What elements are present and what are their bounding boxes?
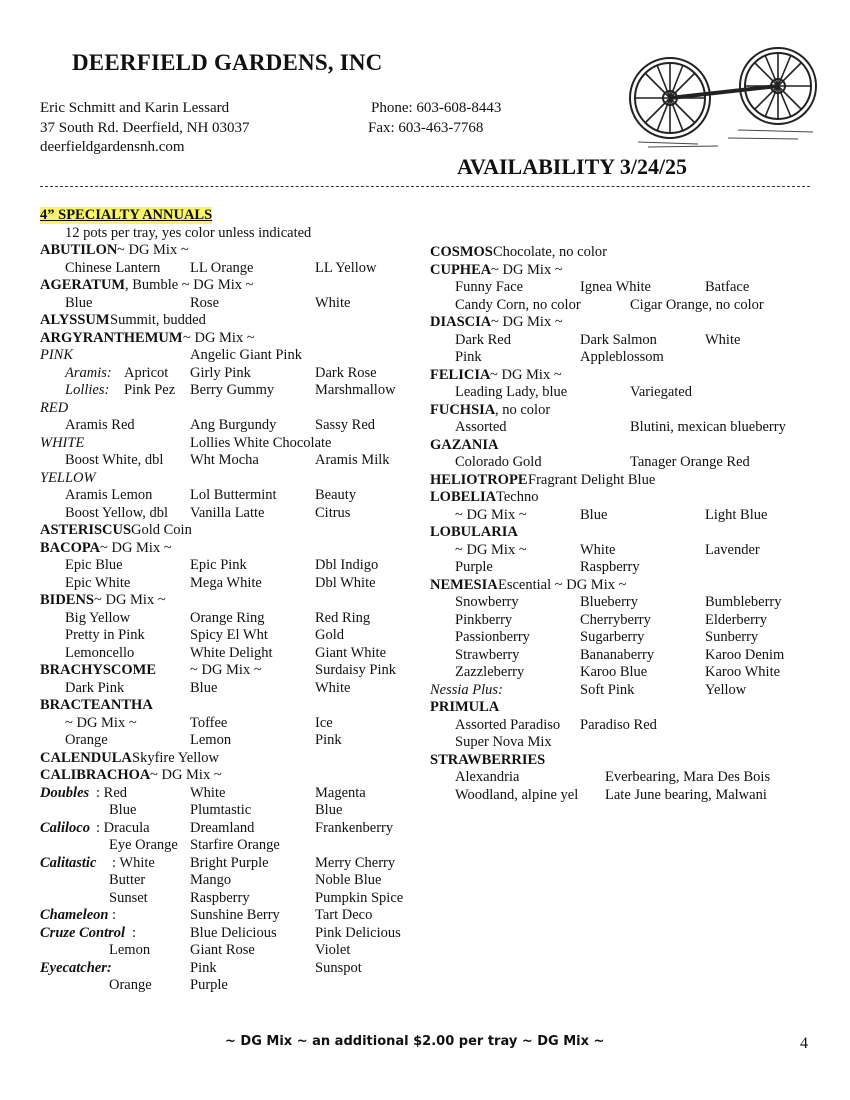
list-item: Late June bearing, Malwani xyxy=(605,786,767,803)
list-item: Paradiso Red xyxy=(580,716,657,733)
list-row xyxy=(40,522,420,540)
plant-heading: GAZANIA xyxy=(430,436,499,453)
list-row xyxy=(430,734,830,752)
list-item: , Bumble ~ DG Mix ~ xyxy=(125,277,254,293)
list-item: Chinese Lantern xyxy=(65,259,161,276)
list-row xyxy=(430,244,830,262)
list-item: Girly Pink xyxy=(190,364,251,381)
list-item: Blue xyxy=(190,679,218,696)
list-item: Epic White xyxy=(65,574,131,591)
list-item: Pink xyxy=(315,732,342,748)
list-item: Passionberry xyxy=(455,629,530,645)
list-row xyxy=(430,577,830,595)
list-item: Lollies: xyxy=(65,382,110,398)
list-item: : Dracula xyxy=(96,819,150,836)
list-item: Soft Pink xyxy=(580,681,635,698)
list-item: Woodland, alpine yel xyxy=(455,786,579,803)
list-item: White Delight xyxy=(190,644,273,661)
list-item: Ang Burgundy xyxy=(190,417,277,433)
list-row xyxy=(40,960,420,978)
list-item: Aramis Lemon xyxy=(65,487,153,503)
list-item: White xyxy=(705,331,741,348)
list-item: Blue xyxy=(315,802,343,818)
plant-heading: FUCHSIA xyxy=(430,401,496,418)
list-item: Pink xyxy=(455,349,482,365)
list-row xyxy=(430,682,830,700)
list-item: White xyxy=(315,679,351,696)
list-item: Apricot xyxy=(124,364,169,381)
list-item: Mega White xyxy=(190,574,262,591)
list-item: Citrus xyxy=(315,504,351,521)
list-item: Lemoncello xyxy=(65,644,135,661)
list-item: Skyfire Yellow xyxy=(132,749,220,766)
list-item: Eyecatcher: xyxy=(40,959,112,976)
list-item: ~ DG Mix ~ xyxy=(100,539,172,556)
list-row xyxy=(430,279,830,297)
list-item: Blue Delicious xyxy=(190,924,277,941)
list-item: Vanilla Latte xyxy=(190,504,265,521)
list-item: Elderberry xyxy=(705,611,767,628)
list-item: RED xyxy=(40,399,69,416)
list-row xyxy=(430,717,830,735)
list-item: Blue xyxy=(109,802,137,818)
list-row xyxy=(40,977,420,995)
plant-heading: LOBELIA xyxy=(430,489,497,505)
list-item: Pumpkin Spice xyxy=(315,889,404,906)
list-row xyxy=(40,732,420,750)
list-item: Blueberry xyxy=(580,594,638,610)
plant-heading: CALIBRACHOA xyxy=(40,767,151,783)
right-column xyxy=(430,244,830,804)
list-row xyxy=(40,225,420,243)
list-item: WHITE xyxy=(40,434,85,451)
list-row xyxy=(40,242,420,260)
list-row xyxy=(40,820,420,838)
list-item: Epic Pink xyxy=(190,557,247,573)
list-row xyxy=(40,627,420,645)
list-item: Boost White, dbl xyxy=(65,452,164,468)
list-item: Funny Face xyxy=(455,279,524,295)
list-row xyxy=(430,454,830,472)
phone: Phone: 603-608-8443 xyxy=(371,100,502,116)
list-item: Lemon xyxy=(190,732,232,748)
list-item: Pink xyxy=(190,959,217,976)
list-row xyxy=(430,507,830,525)
list-item: Starfire Orange xyxy=(190,837,280,853)
list-row xyxy=(430,594,830,612)
list-item: Karoo Denim xyxy=(705,646,785,663)
list-item: Summit, budded xyxy=(110,312,206,328)
list-row xyxy=(430,437,830,455)
list-item: Cruze Control xyxy=(40,924,126,941)
list-item: Giant White xyxy=(315,644,387,661)
list-item: Berry Gummy xyxy=(190,382,275,398)
list-item: Rose xyxy=(190,294,219,311)
list-row xyxy=(430,664,830,682)
list-item: Frankenberry xyxy=(315,819,394,836)
list-item: Blue xyxy=(65,294,93,311)
list-item: Pretty in Pink xyxy=(65,627,145,643)
list-row xyxy=(40,382,420,400)
list-row xyxy=(430,332,830,350)
owners: Eric Schmitt and Karin Lessard xyxy=(40,100,230,116)
list-item: PINK xyxy=(40,347,74,363)
plant-heading: BACOPA xyxy=(40,539,101,556)
list-item: Chameleon xyxy=(40,907,109,923)
plant-heading: BRACTEANTHA xyxy=(40,697,153,713)
list-item: White xyxy=(315,294,351,311)
list-row xyxy=(40,575,420,593)
list-row xyxy=(40,470,420,488)
list-item: Pink Pez xyxy=(124,382,176,398)
list-row xyxy=(40,365,420,383)
list-item: Bright Purple xyxy=(190,854,269,871)
list-item: Chocolate, no color xyxy=(493,244,607,260)
list-item: Sunshine Berry xyxy=(190,907,280,923)
list-row xyxy=(40,872,420,890)
list-item: Butter xyxy=(109,872,146,888)
list-row xyxy=(40,505,420,523)
list-row xyxy=(430,612,830,630)
list-item: Surdaisy Pink xyxy=(315,662,396,678)
list-item: Aramis Red xyxy=(65,417,135,433)
list-row xyxy=(40,890,420,908)
list-item: Bananaberry xyxy=(580,646,655,663)
list-item: Plumtastic xyxy=(190,802,252,818)
list-item: Calitastic xyxy=(40,854,97,871)
availability-date: AVAILABILITY 3/24/25 xyxy=(457,154,688,179)
list-item: Dark Salmon xyxy=(580,331,657,348)
list-item: 12 pots per tray, yes color unless indicated xyxy=(65,224,312,241)
list-item: : xyxy=(132,924,137,941)
list-row xyxy=(40,680,420,698)
list-row xyxy=(40,855,420,873)
fax: Fax: 603-463-7768 xyxy=(368,120,484,136)
list-item: Appleblossom xyxy=(580,349,664,365)
list-row xyxy=(430,699,830,717)
list-row xyxy=(430,524,830,542)
list-item: Nessia Plus: xyxy=(430,681,503,698)
list-item: Colorado Gold xyxy=(455,454,542,470)
list-row xyxy=(430,367,830,385)
list-item: Yellow xyxy=(705,681,747,698)
list-item: Beauty xyxy=(315,487,357,503)
list-item: Gold Coin xyxy=(131,522,192,538)
list-item: ~ DG Mix ~ xyxy=(183,329,255,346)
plant-heading: PRIMULA xyxy=(430,699,500,715)
list-item: Snowberry xyxy=(455,594,519,610)
page-number: 4 xyxy=(800,1035,808,1052)
list-item: Assorted xyxy=(455,419,507,435)
list-item: , no color xyxy=(495,401,551,418)
list-row xyxy=(40,697,420,715)
list-item: Escential ~ DG Mix ~ xyxy=(498,576,627,593)
list-item: Raspberry xyxy=(580,559,640,575)
divider xyxy=(40,186,810,187)
list-item: ~ DG Mix ~ xyxy=(65,714,137,731)
list-row xyxy=(40,277,420,295)
list-item: ~ DG Mix ~ xyxy=(455,506,527,523)
list-item: ~ DG Mix ~ xyxy=(491,261,563,278)
list-item: YELLOW xyxy=(40,469,96,486)
list-item: Dark Pink xyxy=(65,679,125,696)
list-item: Dark Rose xyxy=(315,364,377,381)
list-item: Aramis Milk xyxy=(315,452,390,468)
list-row xyxy=(40,592,420,610)
list-item: Techno xyxy=(496,489,539,505)
list-row xyxy=(40,312,420,330)
list-item: : White xyxy=(112,854,155,871)
list-item: Blue xyxy=(580,506,608,523)
list-item: Mango xyxy=(190,872,232,888)
list-item: ~ DG Mix ~ xyxy=(117,242,189,258)
list-row xyxy=(40,435,420,453)
list-row xyxy=(430,542,830,560)
plant-heading: ARGYRANTHEMUM xyxy=(40,329,183,346)
list-item: Pink Delicious xyxy=(315,924,401,941)
footer-note: ~ DG Mix ~ an additional $2.00 per tray ~ DG Mix ~ xyxy=(225,1034,605,1049)
plant-heading: DIASCIA xyxy=(430,314,492,330)
list-row xyxy=(40,767,420,785)
list-item: ~ DG Mix ~ xyxy=(150,767,222,783)
plant-heading: AGERATUM xyxy=(40,277,126,293)
list-row xyxy=(40,907,420,925)
list-item: Lemon xyxy=(109,942,151,958)
list-item: Zazzleberry xyxy=(455,664,525,680)
list-row xyxy=(40,925,420,943)
list-row xyxy=(40,347,420,365)
plant-heading: ASTERISCUS xyxy=(40,522,132,538)
list-item: Alexandria xyxy=(455,769,520,785)
list-item: Batface xyxy=(705,279,750,295)
plant-heading: ALYSSUM xyxy=(40,312,110,328)
list-item: Tart Deco xyxy=(315,907,373,923)
list-item: Marshmallow xyxy=(315,382,396,398)
plant-heading: FELICIA xyxy=(430,366,491,383)
list-item: Noble Blue xyxy=(315,872,382,888)
list-item: Boost Yellow, dbl xyxy=(65,504,169,521)
list-row xyxy=(430,262,830,280)
plant-heading: ABUTILON xyxy=(40,242,118,258)
list-item: Dreamland xyxy=(190,819,255,836)
list-item: Merry Cherry xyxy=(315,854,396,871)
list-item: Assorted Paradiso xyxy=(455,716,561,733)
list-row xyxy=(40,260,420,278)
list-item: Angelic Giant Pink xyxy=(190,347,302,363)
left-column xyxy=(40,207,420,995)
list-item: Wht Mocha xyxy=(190,452,259,468)
list-row xyxy=(430,769,830,787)
wagon-wheels-logo xyxy=(628,34,818,152)
list-item: Lol Buttermint xyxy=(190,487,277,503)
list-item: Gold xyxy=(315,627,344,643)
list-item: LL Orange xyxy=(190,259,254,276)
list-item: Magenta xyxy=(315,784,366,801)
list-item: White xyxy=(580,541,616,558)
list-item: : xyxy=(112,907,117,923)
list-row xyxy=(430,647,830,665)
list-row xyxy=(430,787,830,805)
list-row xyxy=(430,384,830,402)
list-row xyxy=(40,557,420,575)
list-item: Lavender xyxy=(705,541,760,558)
list-row xyxy=(40,715,420,733)
plant-heading: COSMOS xyxy=(430,244,493,260)
list-item: Cherryberry xyxy=(580,611,651,628)
list-row xyxy=(40,802,420,820)
list-item: Light Blue xyxy=(705,506,768,523)
list-row xyxy=(430,314,830,332)
list-item: Sunberry xyxy=(705,629,759,645)
list-item: Strawberry xyxy=(455,646,520,663)
list-item: Sunspot xyxy=(315,959,362,976)
list-row xyxy=(40,207,420,225)
list-item: Purple xyxy=(190,977,228,993)
list-item: Variegated xyxy=(630,384,692,400)
list-item: Pinkberry xyxy=(455,611,513,628)
list-item: Aramis: xyxy=(65,364,112,381)
list-item: Bumbleberry xyxy=(705,594,782,610)
list-item: ~ DG Mix ~ xyxy=(190,662,262,678)
list-item: Big Yellow xyxy=(65,609,131,626)
plant-heading: HELIOTROPE xyxy=(430,471,528,488)
list-row xyxy=(430,472,830,490)
list-item: Karoo Blue xyxy=(580,664,648,680)
list-row xyxy=(40,942,420,960)
list-row xyxy=(40,330,420,348)
list-row xyxy=(40,400,420,418)
list-row xyxy=(40,750,420,768)
list-item: Super Nova Mix xyxy=(455,734,552,750)
list-row xyxy=(40,662,420,680)
list-item: Lollies White Chocolate xyxy=(190,434,332,451)
list-item: Blutini, mexican blueberry xyxy=(630,419,786,435)
list-item: Dbl Indigo xyxy=(315,557,379,573)
list-item: White xyxy=(190,784,226,801)
list-row xyxy=(430,629,830,647)
list-item: Everbearing, Mara Des Bois xyxy=(605,769,771,785)
list-item: ~ DG Mix ~ xyxy=(455,541,527,558)
list-row xyxy=(430,559,830,577)
plant-heading: NEMESIA xyxy=(430,576,498,593)
list-item: Violet xyxy=(315,942,351,958)
list-item: ~ DG Mix ~ xyxy=(94,592,166,608)
list-item: Raspberry xyxy=(190,889,250,906)
plant-heading: CUPHEA xyxy=(430,261,492,278)
list-item: Caliloco xyxy=(40,819,90,836)
list-row xyxy=(40,540,420,558)
list-row xyxy=(430,419,830,437)
list-item: Orange xyxy=(65,732,108,748)
list-item: Purple xyxy=(455,559,493,575)
list-row xyxy=(40,610,420,628)
plant-heading: CALENDULA xyxy=(40,749,132,766)
company-name: DEERFIELD GARDENS, INC xyxy=(72,50,383,75)
list-item: Dark Red xyxy=(455,331,511,348)
list-item: Sugarberry xyxy=(580,629,645,645)
list-row xyxy=(40,837,420,855)
list-item: Candy Corn, no color xyxy=(455,296,581,313)
list-row xyxy=(430,402,830,420)
list-item: Orange Ring xyxy=(190,609,265,626)
plant-heading: STRAWBERRIES xyxy=(430,751,546,768)
list-item: Toffee xyxy=(190,714,228,731)
website: deerfieldgardensnh.com xyxy=(40,139,185,155)
list-item: Cigar Orange, no color xyxy=(630,296,764,313)
list-item: : Red xyxy=(96,784,128,801)
section-title: 4” SPECIALTY ANNUALS xyxy=(40,207,213,223)
address: 37 South Rd. Deerfield, NH 03037 xyxy=(40,120,250,136)
list-item: Epic Blue xyxy=(65,557,123,573)
list-row xyxy=(430,489,830,507)
list-row xyxy=(40,487,420,505)
list-item: Orange xyxy=(109,977,152,993)
list-item: Spicy El Wht xyxy=(190,627,268,643)
list-row xyxy=(430,752,830,770)
list-item: ~ DG Mix ~ xyxy=(490,366,562,383)
list-item: Leading Lady, blue xyxy=(455,384,568,400)
list-item: Doubles xyxy=(40,784,90,801)
list-item: Sunset xyxy=(109,889,148,906)
list-row xyxy=(40,645,420,663)
list-item: Tanager Orange Red xyxy=(630,454,750,470)
list-row xyxy=(40,785,420,803)
list-row xyxy=(430,349,830,367)
list-item: Ice xyxy=(315,714,333,731)
list-item: ~ DG Mix ~ xyxy=(491,314,563,330)
list-row xyxy=(430,297,830,315)
list-row xyxy=(40,295,420,313)
plant-heading: BIDENS xyxy=(40,592,94,608)
list-item: Ignea White xyxy=(580,279,651,295)
list-item: Sassy Red xyxy=(315,417,376,433)
plant-heading: BRACHYSCOME xyxy=(40,662,157,678)
list-row xyxy=(40,417,420,435)
list-item: LL Yellow xyxy=(315,259,377,276)
plant-heading: LOBULARIA xyxy=(430,524,518,540)
list-item: Eye Orange xyxy=(109,837,178,853)
list-item: Karoo White xyxy=(705,664,781,680)
list-item: Giant Rose xyxy=(190,942,255,958)
list-item: Fragrant Delight Blue xyxy=(528,471,656,488)
list-item: Red Ring xyxy=(315,609,371,626)
list-item: Dbl White xyxy=(315,574,376,591)
list-row xyxy=(40,452,420,470)
